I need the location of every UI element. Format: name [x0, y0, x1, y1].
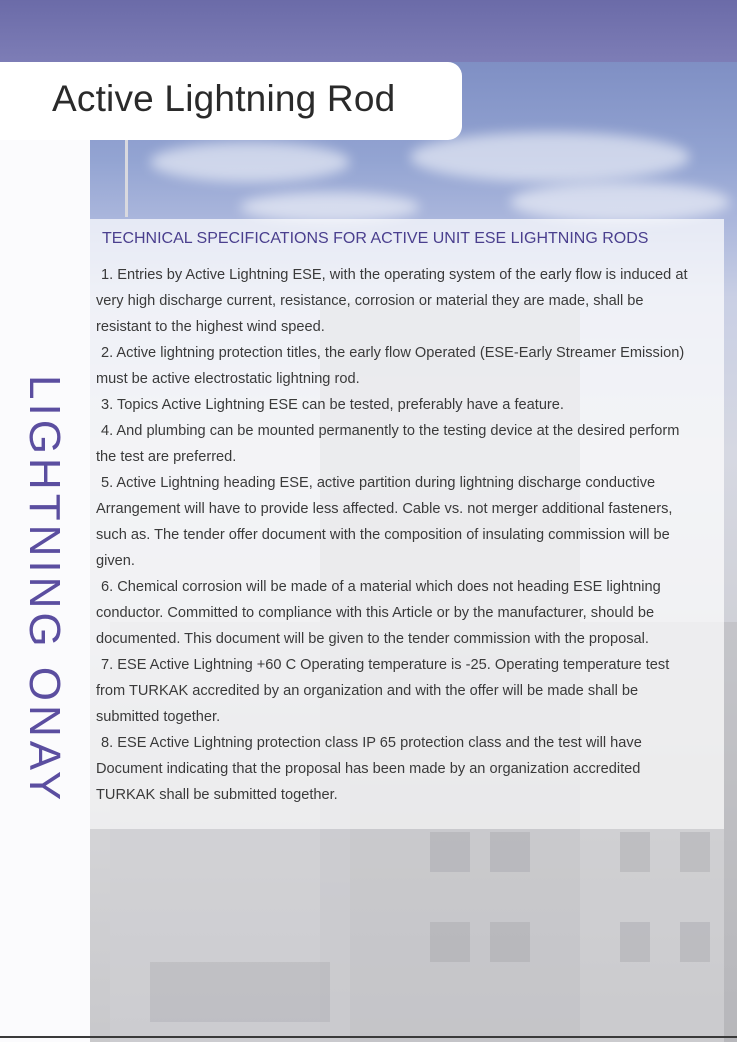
- bottom-divider: [0, 1036, 737, 1038]
- spec-item-6: 6. Chemical corrosion will be made of a material which does not heading ESE lightning conductor. Committed to compliance with this Article or by the manufacturer, should be documented. This document will be given to the tender commission with the proposal.: [96, 579, 661, 647]
- spec-item-8: 8. ESE Active Lightning protection class IP 65 protection class and the test will have Document indicating that the proposal has been made by an organization accredited TURKAK shall be submitted together.: [96, 735, 642, 803]
- spec-item-3: 3. Topics Active Lightning ESE can be tested, preferably have a feature.: [101, 397, 564, 413]
- top-color-band: [0, 0, 737, 62]
- content-panel-lower: [90, 829, 724, 1042]
- spec-item-4: 4. And plumbing can be mounted permanently to the testing device at the desired perform the test are preferred.: [96, 423, 680, 465]
- page-title: Active Lightning Rod: [52, 78, 396, 119]
- spec-item-7: 7. ESE Active Lightning +60 C Operating temperature is -25. Operating temperature test from TURKAK accredited by an organization and with the offer will be made shall be submitted together.: [96, 657, 670, 725]
- spec-list: [96, 262, 696, 808]
- spec-item-1: 1. Entries by Active Lightning ESE, with the operating system of the early flow is induced at very high discharge current, resistance, corrosion or material they are made, shall be resistant to the highest wind speed.: [96, 267, 688, 335]
- spec-item-5: 5. Active Lightning heading ESE, active partition during lightning discharge conductive Arrangement will have to provide less affected. Cable vs. not merger additional fasteners, such as. The tender offer document with the composition of insulating commission will be given.: [96, 475, 673, 569]
- section-heading: TECHNICAL SPECIFICATIONS FOR ACTIVE UNIT ESE LIGHTNING RODS: [102, 230, 649, 247]
- vertical-brand-label: LIGHTNING ONAY: [20, 375, 69, 805]
- spec-item-2: 2. Active lightning protection titles, the early flow Operated (ESE-Early Streamer Emission) must be active electrostatic lightning rod.: [96, 345, 685, 387]
